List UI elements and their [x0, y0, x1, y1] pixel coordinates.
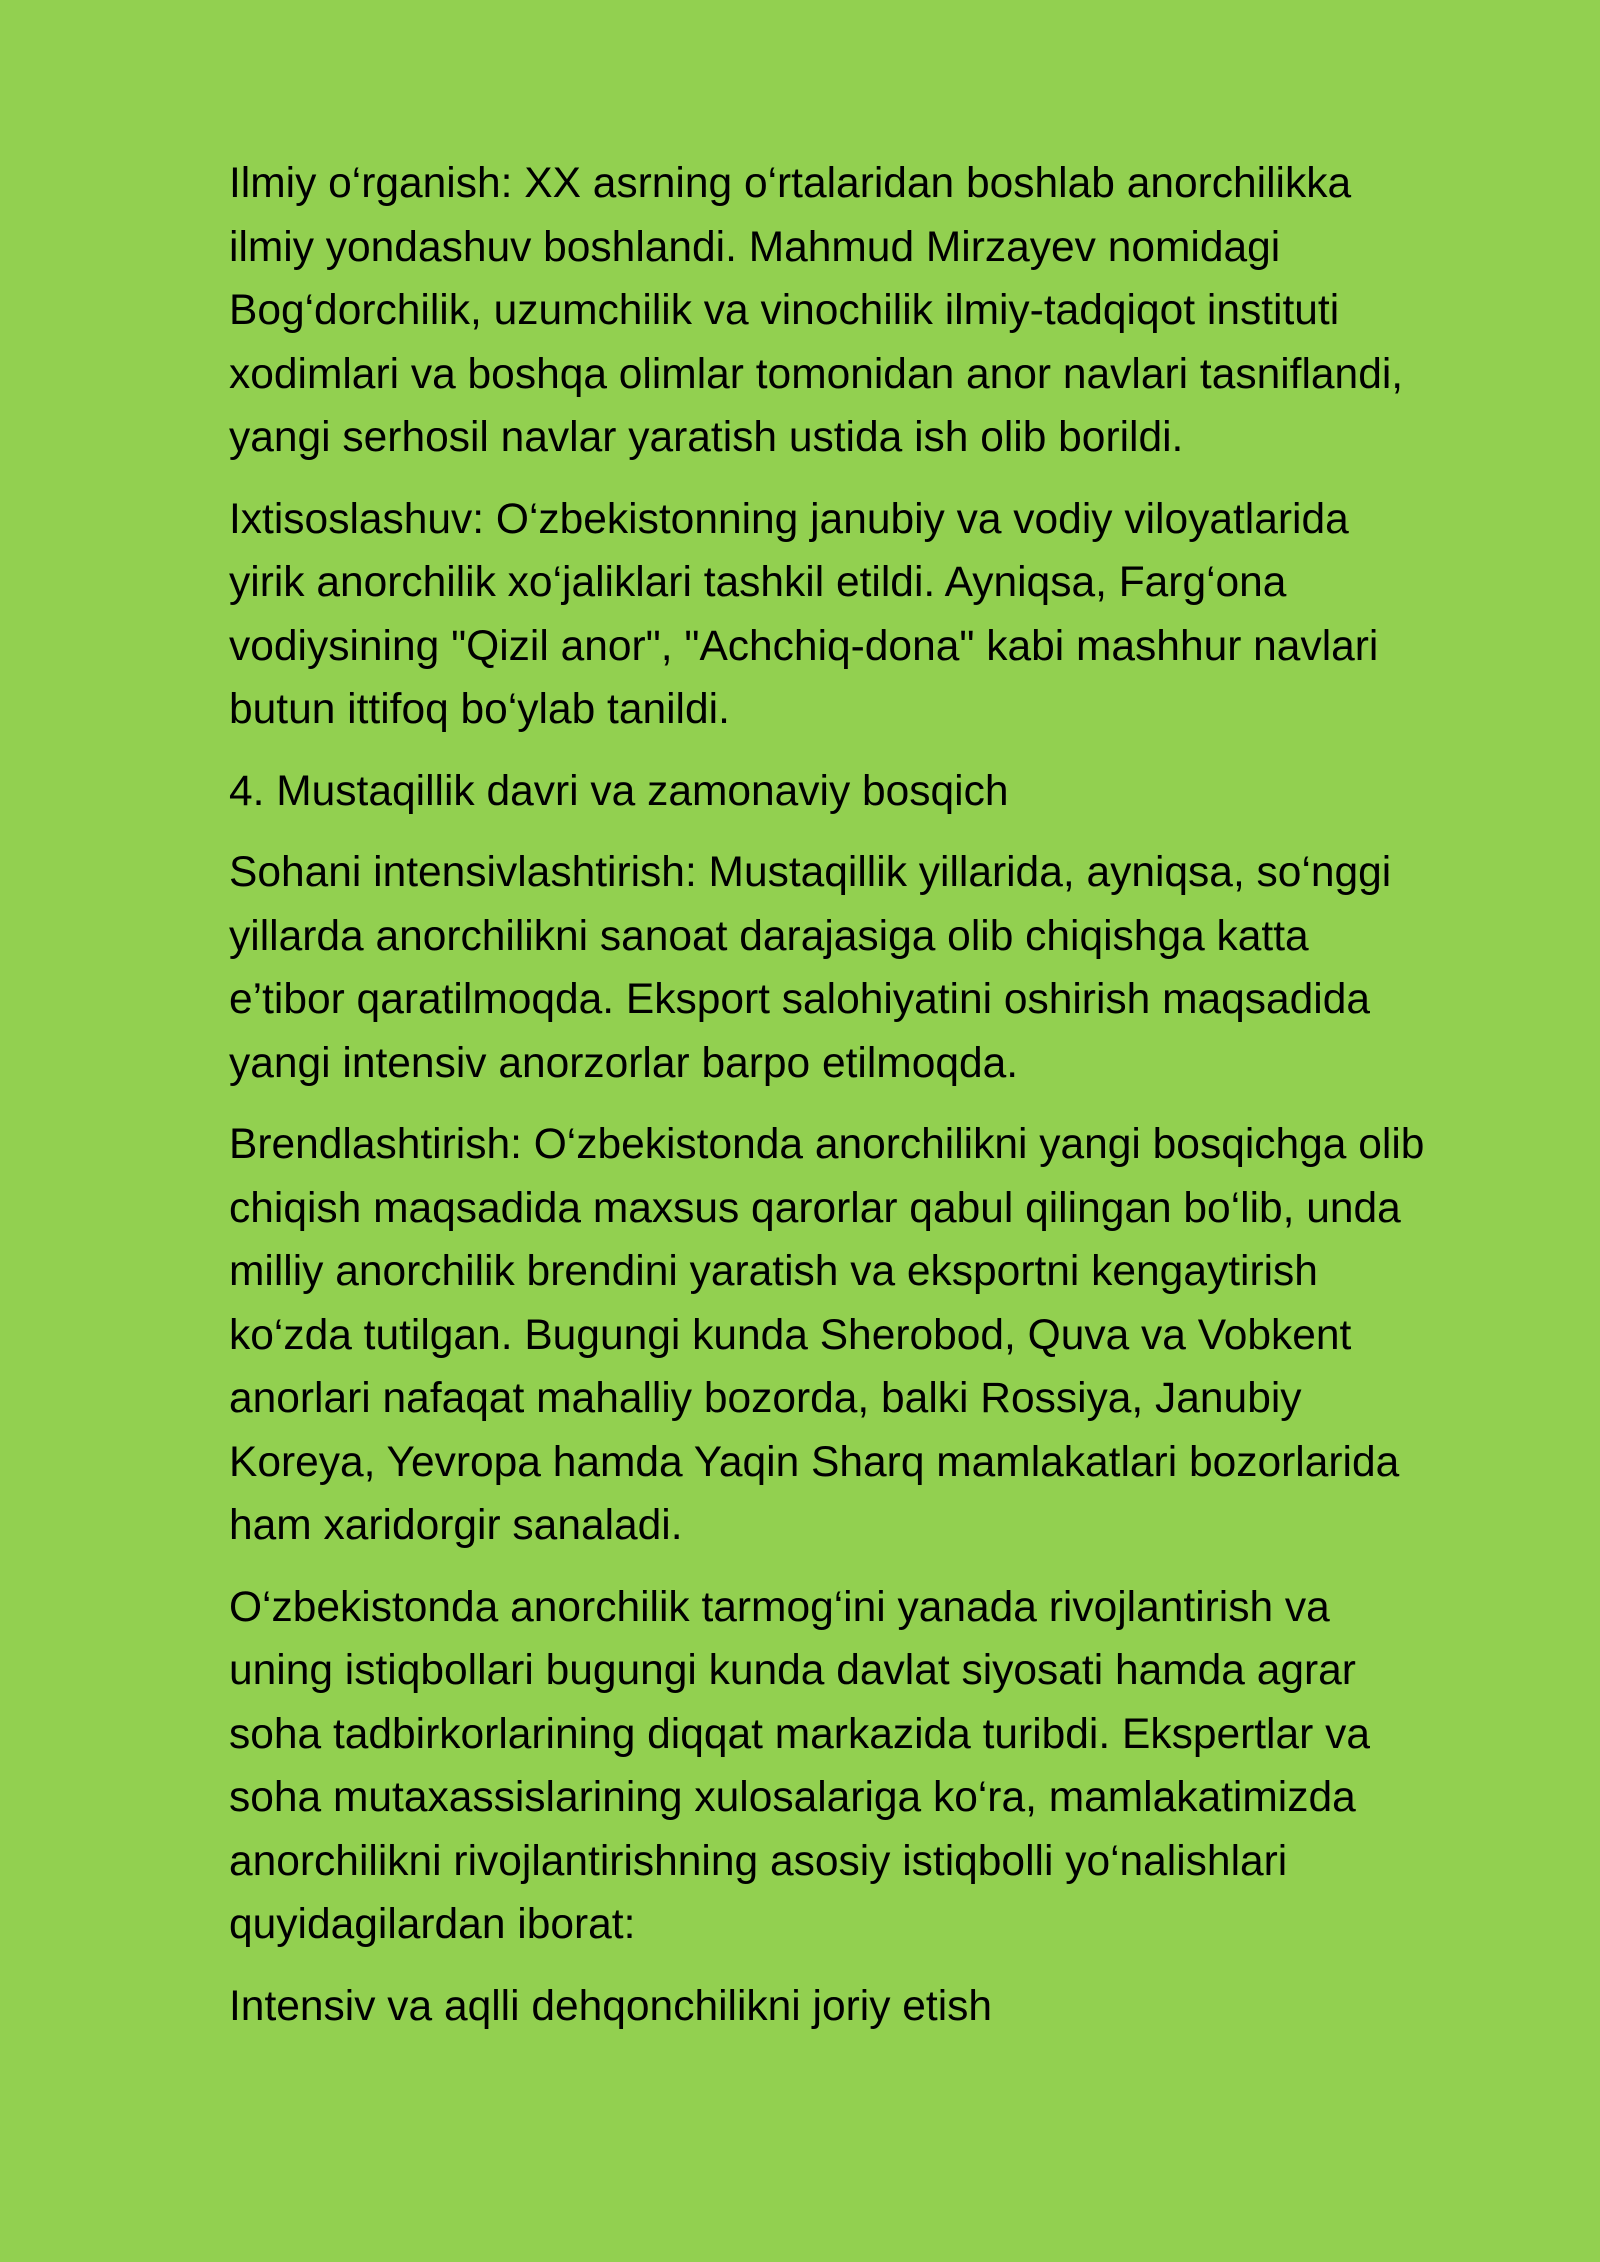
- paragraph-brendlashtirish: Brendlashtirish: O‘zbekistonda anorchilikni yangi bosqichga olib chiqish maqsadida maxsus qarorlar qabul qilingan bo‘lib, unda milliy anorchilik brendini yaratish va eksportni kengaytirish ko‘zda tutilgan. Bugungi kunda Sherobod, Quva va Vobkent anorlari nafaqat mahalliy bozorda, balki Rossiya, Janubiy Koreya, Yevropa hamda Yaqin Sharq mamlakatlari bozorlarida ham xaridorgir sanaladi.: [229, 1121, 1425, 1549]
- paragraph-intensiv-dehqonchilik: Intensiv va aqlli dehqonchilikni joriy etish: [229, 1982, 993, 2030]
- paragraph-ixtisoslashuv: Ixtisoslashuv: O‘zbekistonning janubiy va vodiy viloyatlarida yirik anorchilik xo‘jaliklari tashkil etildi. Ayniqsa, Farg‘ona vodiysining "Qizil anor", "Achchiq-dona" kabi mashhur navlari butun ittifoq bo‘ylab tanildi.: [229, 495, 1379, 733]
- section-heading-mustaqillik-davri: 4. Mustaqillik davri va zamonaviy bosqich: [229, 767, 1009, 815]
- paragraph-istiqbollar: O‘zbekistonda anorchilik tarmog‘ini yanada rivojlantirish va uning istiqbollari bugungi kunda davlat siyosati hamda agrar soha tadbirkorlarining diqqat markazida turibdi. Ekspertlar va soha mutaxassislarining xulosalariga ko‘ra, mamlakatimizda anorchilikni rivojlantirishning asosiy istiqbolli yo‘nalishlari quyidagilardan iborat:: [229, 1583, 1370, 1948]
- paragraph-sohani-intensivlashtirish: Sohani intensivlashtirish: Mustaqillik yillarida, ayniqsa, so‘nggi yillarda anorchilikni sanoat darajasiga olib chiqishga katta e’tibor qaratilmoqda. Eksport salohiyatini oshirish maqsadida yangi intensiv anorzorlar barpo etilmoqda.: [229, 849, 1392, 1087]
- paragraph-ilmiy-organish: Ilmiy o‘rganish: XX asrning o‘rtalaridan boshlab anorchilikka ilmiy yondashuv boshlandi. Mahmud Mirzayev nomidagi Bog‘dorchilik, uzumchilik va vinochilik ilmiy-tadqiqot instituti xodimlari va boshqa olimlar tomonidan anor navlari tasniflandi, yangi serhosil navlar yaratish ustida ish olib borildi.: [229, 160, 1404, 461]
